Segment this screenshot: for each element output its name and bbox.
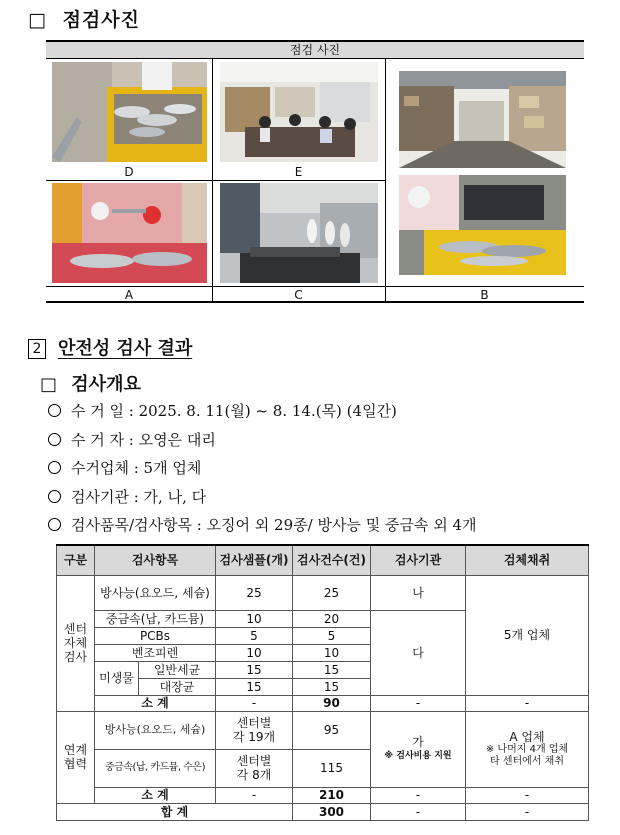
photo-caption-d: D	[124, 165, 134, 179]
photo-c	[220, 183, 378, 283]
subsection-heading-overview	[40, 370, 141, 396]
overview-list	[48, 400, 477, 543]
photo-table-title: 점검 사진	[46, 42, 584, 59]
table-row: 센터 자체 검사 방사능(요오드, 세슘) 25 25 나 5개 업체	[57, 575, 589, 610]
photo-d	[52, 62, 207, 162]
divider	[46, 180, 385, 181]
subtotal-row: 소 계 - 90 - -	[57, 695, 589, 711]
table-row: 미생물 일반세균 15 15	[57, 661, 589, 678]
divider	[46, 286, 584, 287]
section-number: 2	[28, 339, 46, 359]
total-row: 합 계 300 - -	[57, 803, 589, 820]
org-cell: 가 ※ 검사비용 지원	[371, 711, 466, 787]
divider	[212, 59, 213, 303]
group-label-partner: 연계 협력	[57, 711, 95, 803]
divider	[385, 59, 386, 303]
photo-b-warehouse	[399, 71, 566, 168]
photo-caption-a: A	[124, 288, 134, 302]
table-row: 벤조피렌 10 10	[57, 644, 589, 661]
table-row: 중금속(납, 카드뮴, 수은) 센터별 각 8개 115	[57, 749, 589, 787]
list-item: 수 거 자 : 오영은 대리	[48, 429, 477, 458]
list-item: 검사기관 : 가, 나, 다	[48, 486, 477, 515]
heading-text: 안전성 검사 결과	[58, 338, 193, 359]
heading-text: 점검사진	[62, 9, 140, 31]
table-row: 대장균 15 15	[57, 678, 589, 695]
results-table	[56, 544, 589, 821]
list-item: 수 거 일 : 2025. 8. 11(월) ~ 8. 14.(목) (4일간)	[48, 400, 477, 429]
table-row: 중금속(납, 카드뮴) 10 20 다	[57, 610, 589, 627]
checkbox-marker: □	[40, 374, 58, 395]
circle-bullet-icon	[48, 518, 61, 531]
section-heading-safety	[28, 334, 192, 360]
section-heading-photos	[28, 5, 140, 32]
photo-b-fish	[399, 175, 566, 275]
heading-text: 검사개요	[71, 374, 141, 395]
table-row: 연계 협력 방사능(요오드, 세슘) 센터별 각 19개 95 가 ※ 검사비용 지원 A 업체 ※ 나머지 4개 업체 타 센터에서 채취	[57, 711, 589, 749]
table-header-row: 구분 검사항목 검사샘플(개) 검사건수(건) 검사기관 검체채취	[57, 545, 589, 575]
collect-cell: A 업체 ※ 나머지 4개 업체 타 센터에서 채취	[466, 711, 589, 787]
group-label-center: 센터 자체 검사	[57, 575, 95, 711]
photo-table	[46, 40, 584, 303]
circle-bullet-icon	[48, 433, 61, 446]
table-row: PCBs 5 5	[57, 627, 589, 644]
photo-caption-b: B	[480, 288, 489, 302]
photo-caption-e: E	[294, 165, 303, 179]
list-item: 수거업체 : 5개 업체	[48, 457, 477, 486]
photo-caption-c: C	[294, 288, 303, 302]
photo-e	[220, 62, 378, 162]
list-item: 검사품목/검사항목 : 오징어 외 29종/ 방사능 및 중금속 외 4개	[48, 514, 477, 543]
checkbox-marker: □	[28, 9, 47, 31]
photo-a	[52, 183, 207, 283]
subtotal-row: 소 계 - 210 - -	[57, 787, 589, 803]
circle-bullet-icon	[48, 404, 61, 417]
circle-bullet-icon	[48, 461, 61, 474]
circle-bullet-icon	[48, 490, 61, 503]
